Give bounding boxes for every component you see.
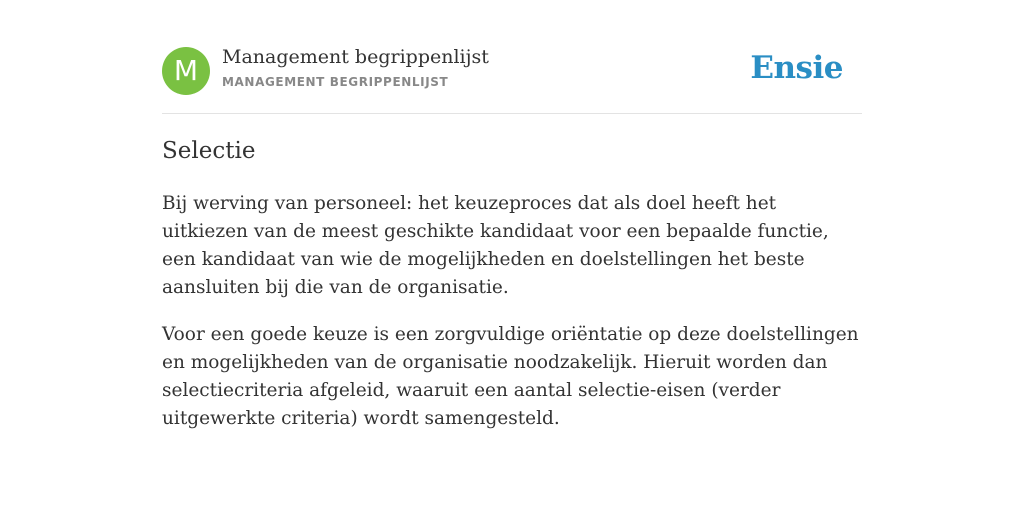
entry-paragraph: Voor een goede keuze is een zorgvuldige oriëntatie op deze doelstellingen en mogelijkheden van de organisatie noodzakelijk. Hieruit worden dan selectiecriteria afgeleid, waaruit een aantal selectie-eisen (verder uitgewerkte criteria) wordt samengesteld. (162, 324, 859, 429)
entry-paragraph: Bij werving van personeel: het keuzeproces dat als doel heeft het uitkiezen van de meest geschikte kandidaat voor een bepaalde functie, een kandidaat van wie de mogelijkheden en doelstellingen het beste aansluiten bij die van de organisatie. (162, 193, 829, 298)
page-header (162, 0, 862, 114)
entry-card (162, 0, 862, 429)
ensie-logo[interactable]: Ensie (750, 50, 843, 86)
entry-title: Selectie (162, 138, 256, 164)
entry-body (162, 190, 862, 452)
dictionary-subtitle: MANAGEMENT BEGRIPPENLIJST (222, 75, 449, 89)
avatar[interactable]: M (162, 47, 210, 95)
dictionary-title[interactable]: Management begrippenlijst (222, 46, 489, 68)
